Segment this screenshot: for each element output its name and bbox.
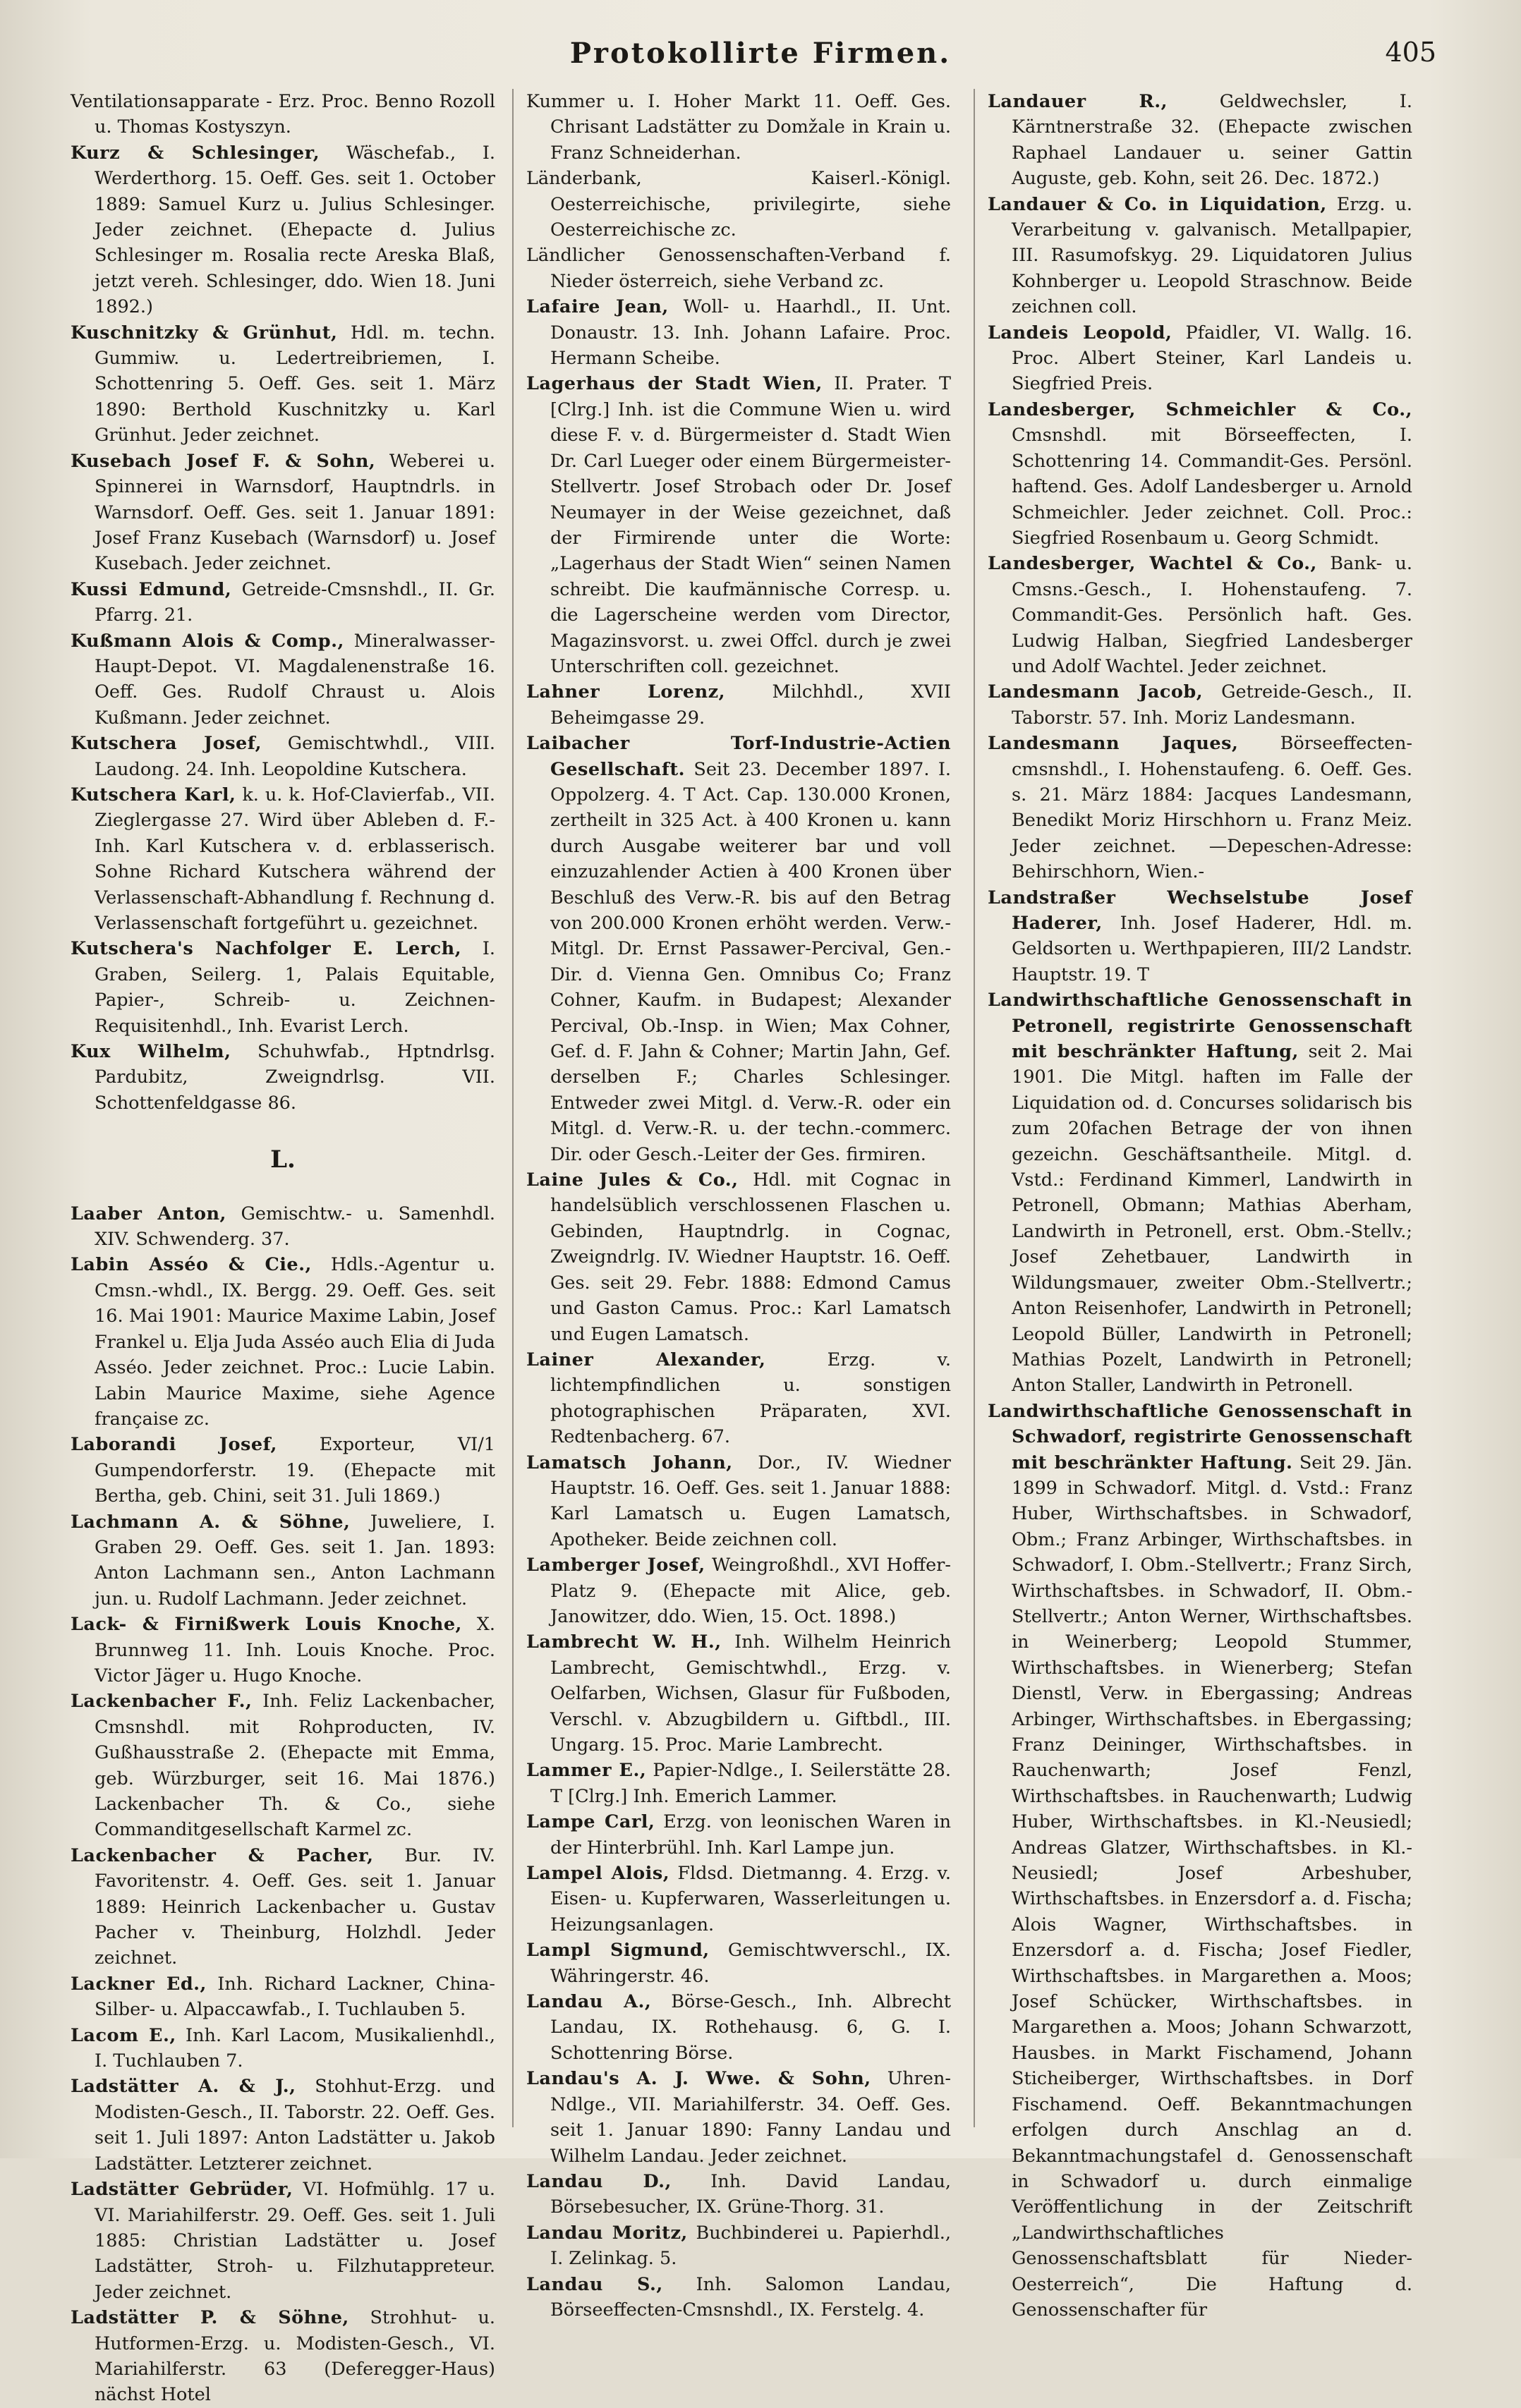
directory-entry [71,449,495,577]
entry-text: Strohhut- u. Hutformen-Erzg. u. Modisten-Gesch., VI. Mariahilferstr. 63 (Deferegger-Haus) nächst Hotel [95,2307,496,2406]
directory-entry [988,679,1413,731]
entry-text: Stohhut-Erzg. und Modisten-Gesch., II. Taborstr. 22. Oeff. Ges. seit 1. Juli 1897: Anton Ladstätter u. Jakob Ladstätter. Letzterer zeichnet. [95,2076,495,2175]
entry-text: Erzg. v. lichtempfindlichen u. sonstigen photographischen Präparaten, XVI. Redtenbacherg. 67. [550,1349,951,1448]
directory-entry [71,1201,496,1253]
entry-text: Cmsnshdl. mit Börseeffecten, I. Schottenring 14. Commandit-Ges. Persönl. haftend. Ges. Adolf Landesberger u. Arnold Schmeichler. Jeder zeichnet. Coll. Proc.: Siegfried Rosenbaum u. Georg Schmidt. [1012,425,1412,549]
entry-text: Seit 23. December 1897. I. Oppolzerg. 4. T Act. Cap. 130.000 Kronen, zertheilt in 325 Act. à 400 Kronen u. kann durch Ausgabe weiterer bar und voll einzuzahlender Actien à 400 Kronen über Beschluß des Verw.-R. bis auf den Betrag von 200.000 Kronen erhöht werden. Verw.-Mitgl. Dr. Ernst Passawer-Percival, Gen.-Dir. d. Vienna Gen. Omnibus Co; Franz Cohner, Kaufm. in Budapest; Alexander Percival, Ob.-Insp. in Wien; Max Cohner, Gef. d. F. Jahn & Cohner; Martin Jahn, Gef. derselben F.; Charles Schlesinger. Entweder zwei Mitgl. d. Verw.-R. oder ein Mitgl. d. Verw.-R. u. der techn.-commerc. Dir. oder Gesch.-Leiter der Ges. firmiren. [550,758,952,1165]
firm-name: Landeis Leopold, [988,322,1172,343]
directory-entry [526,294,951,371]
directory-entry [526,679,951,731]
page-number: 405 [1385,37,1436,68]
column-divider [974,89,975,2127]
entry-text: Milchhdl., XVII Beheimgasse 29. [550,681,951,729]
firm-name: Landesberger, Schmeichler & Co., [988,399,1412,420]
entry-text: Bank- u. Cmsns.-Gesch., I. Hohenstaufeng. 7. Commandit-Ges. Persönlich haft. Ges. Ludwig Halban, Siegfried Landesberger und Adolf Wachtel. Jeder zeichnet. [1012,553,1413,677]
directory-entry [71,628,495,731]
firm-name: Lackner Ed., [71,1973,207,1995]
entry-text: Dor., IV. Wiedner Hauptstr. 16. Oeff. Ges. seit 1. Januar 1888: Karl Lamatsch u. Eugen Lamatsch, Apotheker. Beide zeichnen coll. [550,1452,951,1550]
directory-entry [526,1552,951,1629]
directory-entry [71,2074,495,2177]
directory-entry [71,782,496,936]
entry-text: Papier-Ndlge., I. Seilerstätte 28. T [Clrg.] Inh. Emerich Lammer. [550,1760,951,1807]
firm-name: Kurz & Schlesinger, [71,142,320,164]
entry-text: Hdl. mit Cognac in handelsüblich verschlossenen Flaschen u. Gebinden, Hauptndrlg. in Cognac, Zweigndrlg. IV. Wiedner Hauptstr. 16. Oeff. Ges. seit 29. Febr. 1888: Edmond Camus und Gaston Camus. Proc.: Karl Lamatsch und Eugen Lamatsch. [550,1169,951,1345]
firm-name: Landstraßer Wechselstube Josef Haderer, [988,887,1412,934]
firm-name: Laibacher Torf-Industrie-Actien Gesellschaft. [526,733,951,780]
firm-name: Lackenbacher & Pacher, [71,1844,374,1866]
firm-name: Kußmann Alois & Comp., [71,630,344,652]
firm-name: Landau Moritz, [526,2222,688,2244]
entry-text: Fldsd. Dietmanng. 4. Erzg. v. Eisen- u. Kupferwaren, Wasserleitungen u. Heizungsanlagen. [550,1863,951,1935]
entry-text: Gemischtwverschl., IX. Währingerstr. 46. [550,1940,952,1987]
entry-text: Hdl. m. techn. Gummiw. u. Ledertreibriemen, I. Schottenring 5. Oeff. Ges. seit 1. März 1890: Berthold Kuschnitzky u. Karl Grünhut. Jeder zeichnet. [95,322,495,446]
entry-text: Inh. Salomon Landau, Börseeffecten-Cmsnshdl., IX. Ferstelg. 4. [550,2273,951,2321]
directory-entry [71,1039,496,1116]
entry-text: Börse-Gesch., Inh. Albrecht Landau, IX. Rothehausg. 6, G. I. Schottenring Börse. [550,1991,952,2064]
firm-name: Landesmann Jaques, [988,733,1239,755]
entry-text: Juweliere, I. Graben 29. Oeff. Ges. seit 1. Jan. 1893: Anton Lachmann sen., Anton Lachmann jun. u. Rudolf Lachmann. Jeder zeichnet. [95,1511,496,1610]
firm-name: Landesberger, Wachtel & Co., [988,553,1317,575]
directory-entry [526,1809,952,1861]
entry-text: X. Brunnweg 11. Inh. Louis Knoche. Proc. Victor Jäger u. Hugo Knoche. [95,1614,495,1686]
running-title: Protokollirte Firmen. [569,37,952,70]
entry-text: Geldwechsler, I. Kärntnerstraße 32. (Ehepacte zwischen Raphael Landauer u. seiner Gattin Auguste, geb. Kohn, seit 26. Dec. 1872.) [1012,91,1412,190]
directory-entry [71,320,495,449]
directory-entry [71,1843,496,1971]
directory-entry [988,89,1412,192]
page-header [0,37,1521,79]
firm-name: Lambrecht W. H., [526,1631,722,1653]
column-divider [512,89,514,2127]
firm-name: Lagerhaus der Stadt Wien, [526,373,823,395]
firm-name: Laborandi Josef, [71,1434,277,1456]
firm-name: Kussi Edmund, [71,578,232,600]
directory-entry [71,2177,495,2305]
entry-text: Weberei u. Spinnerei in Warnsdorf, Hauptndrls. in Warnsdorf. Oeff. Ges. seit 1. Januar 1891: Josef Franz Kusebach (Warnsdorf) u. Josef Kusebach. Jeder zeichnet. [95,450,495,575]
entry-text: Inh. Feliz Lackenbacher, Cmsnshdl. mit Rohproducten, IV. Gußhausstraße 2. (Ehepacte mit Emma, geb. Würzburger, seit 16. Mai 1876.) Lackenbacher Th. & Co., siehe Commanditgesellschaft Karmel zc. [95,1691,496,1841]
firm-name: Landau S., [526,2273,663,2295]
entry-text: Ventilationsapparate - Erz. Proc. Benno Rozoll u. Thomas Kostyszyn. [71,91,495,138]
entry-text: Inh. Karl Lacom, Musikalienhdl., I. Tuchlauben 7. [95,2024,495,2072]
entry-text: II. Prater. T [Clrg.] Inh. ist die Commune Wien u. wird diese F. v. d. Bürgermeister d. Stadt Wien Dr. Carl Lueger oder einem Bürgermeister-Stellvertr. Josef Strobach oder Dr. Josef Neumayer in der Weise gezeichnet, daß der Firmirende unter die Worte: „Lagerhaus der Stadt Wien“ seinen Namen schreibt. Die kaufmännische Corresp. u. die Lagerscheine werden vom Director, Magazinsvorst. u. zwei Offcl. durch je zwei Unterschriften coll. gezeichnet. [550,373,952,677]
firm-name: Ladstätter P. & Söhne, [71,2307,349,2329]
firm-name: Kutschera's Nachfolger E. Lerch, [71,938,462,960]
directory-entry [526,2066,951,2169]
firm-name: Ladstätter A. & J., [71,2076,296,2098]
directory-entry [71,1432,496,1509]
section-letter-heading: L. [270,1145,296,1174]
directory-entry [526,243,951,294]
entry-text: seit 2. Mai 1901. Die Mitgl. haften im Falle der Liquidation od. d. Concurses solidarisch bis zum 20fachen Betrage der von ihnen gezeichn. Geschäftsantheile. Mitgl. d. Vstd.: Ferdinand Kimmerl, Landwirth in Petronell, Obmann; Mathias Aberham, Landwirth in Petronell, erst. Obm.-Stellv.; Josef Zehetbauer, Landwirth in Wildungsmauer, zweiter Obm.-Stellvertr.; Anton Reisenhofer, Landwirth in Petronell; Leopold Büller, Landwirth in Petronell; Mathias Pozelt, Landwirth in Petronell; Anton Staller, Landwirth in Petronell. [1012,1041,1413,1397]
directory-entry [526,1167,951,1347]
entry-text: Hdls.-Agentur u. Cmsn.-whdl., IX. Bergg. 29. Oeff. Ges. seit 16. Mai 1901: Maurice Maxime Labin, Josef Frankel u. Elja Juda Asséo auch Elia di Juda Asséo. Jeder zeichnet. Proc.: Lucie Labin. Labin Maurice Maxime, siehe Agence française zc. [95,1254,495,1430]
firm-name: Kuschnitzky & Grünhut, [71,322,338,343]
directory-entry [526,1989,952,2066]
entry-text: Pfaidler, VI. Wallg. 16. Proc. Albert Steiner, Karl Landeis u. Siegfried Preis. [1012,322,1412,395]
directory-entry [526,1450,951,1553]
entry-text: Kummer u. I. Hoher Markt 11. Oeff. Ges. Chrisant Ladstätter zu Domžale in Krain u. Franz Schneiderhan. [526,91,951,164]
firm-name: Kutschera Josef, [71,733,262,755]
firm-name: Lampe Carl, [526,1811,655,1833]
entry-text: k. u. k. Hof-Clavierfab., VII. Zieglergasse 27. Wird über Ableben d. F.-Inh. Karl Kutschera v. d. erblasserisch. Sohne Richard Kutschera während der Verlassenschaft-Abhandlung f. Rechnung d. Verlassenschaft fortgeführt u. gezeichnet. [95,784,496,934]
entry-text: Inh. Wilhelm Heinrich Lambrecht, Gemischtwhdl., Erzg. v. Oelfarben, Wichsen, Glasur für Fußboden, Verschl. v. Abzugbildern u. Giftbdl., III. Ungarg. 15. Proc. Marie Lambrecht. [550,1631,951,1756]
directory-entry [526,1938,952,1989]
firm-name: Landesmann Jacob, [988,681,1204,703]
firm-name: Landauer & Co. in Liquidation, [988,193,1327,215]
directory-entry [988,192,1412,320]
firm-name: Landauer R., [988,91,1168,112]
directory-entry [988,397,1412,551]
entry-text: Erzg. von leonischen Waren in der Hinterbrühl. Inh. Karl Lampe jun. [550,1811,952,1859]
directory-entry [526,166,951,243]
entry-text: Länderbank, Kaiserl.-Königl. Oesterreichische, privilegirte, siehe Oesterreichische zc. [526,168,951,241]
directory-entry [71,1509,496,1612]
entry-text: VI. Hofmühlg. 17 u. VI. Mariahilferstr. 29. Oeff. Ges. seit 1. Juli 1885: Christian Ladstätter u. Josef Ladstätter, Stroh- u. Filzhutappreteur. Jeder zeichnet. [95,2179,495,2303]
entry-text: Inh. David Landau, Börsebesucher, IX. Grüne-Thorg. 31. [550,2170,952,2218]
directory-entry [71,731,495,782]
directory-entry [526,1629,951,1758]
firm-name: Landwirthschaftliche Genossenschaft in Schwadorf, registrirte Genossenschaft mit beschränkter Haftung. [988,1400,1412,1473]
directory-entry [988,987,1413,1399]
directory-entry [71,1971,496,2023]
entry-text: Gemischtwhdl., VIII. Laudong. 24. Inh. Leopoldine Kutschera. [95,733,495,780]
firm-name: Lammer E., [526,1760,647,1782]
firm-name: Lainer Alexander, [526,1349,766,1370]
firm-name: Lampl Sigmund, [526,1940,710,1962]
firm-name: Lafaire Jean, [526,296,669,318]
directory-entry [71,936,495,1039]
directory-entry [71,2305,496,2408]
firm-name: Laine Jules & Co., [526,1169,739,1191]
directory-entry [526,2272,951,2323]
directory-entry [71,89,495,140]
entry-text: Wäschefab., I. Werderthorg. 15. Oeff. Ges. seit 1. October 1889: Samuel Kurz u. Julius Schlesinger. Jeder zeichnet. (Ehepacte d. Julius Schlesinger m. Rosalia recte Areska Blaß, jetzt vereh. Schlesinger, ddo. Wien 18. Juni 1892.) [95,142,496,318]
directory-entry [988,551,1413,679]
firm-name: Lacom E., [71,2024,176,2046]
entry-text: Seit 29. Jän. 1899 in Schwadorf. Mitgl. d. Vstd.: Franz Huber, Wirthschaftsbes. in Schwadorf, Obm.; Franz Arbinger, Wirthschaftsbes. in Schwadorf, I. Obm.-Stellvertr.; Franz Sirch, Wirthschaftsbes. in Schwadorf, II. Obm.-Stellvertr.; Anton Werner, Wirthschaftsbes. in Weinerberg; Leopold Stummer, Wirthschaftsbes. in Wienerberg; Stefan Dienstl, Verw. in Ebergassing; Andreas Arbinger, Wirthschaftsbes. in Ebergassing; Franz Deininger, Wirthschaftsbes. in Rauchenwarth; Josef Fenzl, Wirthschaftsbes. in Rauchenwarth; Ludwig Huber, Wirthschaftsbes. in Kl.-Neusiedl; Andreas Glatzer, Wirthschaftsbes. in Kl.-Neusiedl; Josef Arbeshuber, Wirthschaftsbes. in Enzersdorf a. d. Fischa; Alois Wagner, Wirthschaftsbes. in Enzersdorf a. d. Fischa; Josef Fiedler, Wirthschaftsbes. in Margarethen a. Moos; Josef Schücker, Wirthschaftsbes. in Margarethen a. Moos; Johann Schwarzott, Hausbes. in Markt Fischamend, Johann Sticheiberger, Wirthschaftsbes. in Dorf Fischamend. Oeff. Bekanntmachungen erfolgen durch Anschlag an d. Bekanntmachungstafel d. Genossenschaft in Schwadorf u. durch einmalige Veröffentlichung in der Zeitschrift „Landwirthschaftliches Genossenschaftsblatt für Nieder-Oesterreich“, Die Haftung d. Genossenschafter für [1012,1452,1413,2321]
column-2 [526,89,952,2321]
entry-text: Getreide-Cmsnshdl., II. Gr. Pfarrg. 21. [95,578,496,626]
entry-text: Inh. Richard Lackner, China-Silber- u. Alpaccawfab., I. Tuchlauben 5. [95,1973,496,2021]
directory-entry [526,2169,952,2220]
directory-entry [71,1252,495,1432]
entry-text: Weingroßhdl., XVI Hoffer-Platz 9. (Ehepacte mit Alice, geb. Janowitzer, ddo. Wien, 15. Oct. 1898.) [550,1555,951,1627]
directory-entry [526,89,951,166]
entry-text: I. Graben, Seilerg. 1, Palais Equitable, Papier-, Schreib- u. Zeichnen-Requisitenhdl., Inh. Evarist Lerch. [95,938,495,1037]
entry-text: Exporteur, VI/1 Gumpendorferstr. 19. (Ehepacte mit Bertha, geb. Chini, seit 31. Juli 1869.) [95,1434,496,1507]
entry-text: Gemischtw.- u. Samenhdl. XIV. Schwenderg. 37. [95,1203,496,1251]
firm-name: Labin Asséo & Cie., [71,1254,312,1276]
firm-name: Kutschera Karl, [71,784,236,805]
firm-name: Landau's A. J. Wwe. & Sohn, [526,2068,871,2090]
entry-text: Ländlicher Genossenschaften-Verband f. Nieder österreich, siehe Verband zc. [526,245,951,292]
firm-name: Laaber Anton, [71,1203,226,1224]
firm-name: Lahner Lorenz, [526,681,725,703]
directory-entry [71,140,496,320]
directory-entry [988,885,1412,988]
directory-entry [526,371,952,679]
entry-text: Buchbinderei u. Papierhdl., I. Zelinkag. 5. [550,2222,952,2270]
firm-name: Lack- & Firnißwerk Louis Knoche, [71,1614,462,1636]
directory-entry [71,1689,496,1842]
directory-entry [988,320,1412,397]
firm-name: Landwirthschaftliche Genossenschaft in Petronell, registrirte Genossenschaft mit beschränkter Haftung, [988,990,1412,1063]
firm-name: Kusebach Josef F. & Sohn, [71,450,376,472]
firm-name: Landau D., [526,2170,672,2192]
firm-name: Lackenbacher F., [71,1691,253,1713]
firm-name: Ladstätter Gebrüder, [71,2179,293,2201]
directory-entry [988,1399,1413,2323]
directory-entry [526,1758,951,1809]
firm-name: Kux Wilhelm, [71,1041,231,1063]
firm-name: Lampel Alois, [526,1863,670,1885]
directory-entry [71,1612,495,1689]
entry-text: Inh. Josef Haderer, Hdl. m. Geldsorten u. Werthpapieren, III/2 Landstr. Hauptstr. 19. T [1012,913,1412,985]
entry-text: Getreide-Gesch., II. Taborstr. 57. Inh. Moriz Landesmann. [1012,681,1413,729]
directory-entry [988,731,1412,884]
firm-name: Lamberger Josef, [526,1555,705,1576]
entry-text: Erzg. u. Verarbeitung v. galvanisch. Metallpapier, III. Rasumofskyg. 29. Liquidatoren Julius Kohnberger u. Leopold Straschnow. Beide zeichnen coll. [1012,193,1412,318]
directory-entry [526,1347,951,1450]
firm-name: Landau A., [526,1991,652,2013]
entry-text: Woll- u. Haarhdl., II. Unt. Donaustr. 13. Inh. Johann Lafaire. Proc. Hermann Scheibe. [550,296,951,370]
column-3 [988,89,1413,2321]
directory-entry [71,2023,495,2074]
directory-entry [526,731,952,1167]
entry-text: Börseeffecten-cmsnshdl., I. Hohenstaufeng. 6. Oeff. Ges. s. 21. März 1884: Jacques Landesmann, Benedikt Moriz Hirschhorn u. Franz Meiz. Jeder zeichnet. —Depeschen-Adresse: Behirschhorn, Wien.- [1012,733,1412,883]
column-1 [71,89,496,2406]
firm-name: Lachmann A. & Söhne, [71,1511,351,1533]
entry-text: Bur. IV. Favoritenstr. 4. Oeff. Ges. seit 1. Januar 1889: Heinrich Lackenbacher u. Gustav Pacher v. Theinburg, Holzhdl. Jeder zeichnet. [95,1844,496,1969]
directory-entry [526,2220,952,2272]
directory-entry [526,1861,951,1938]
entry-text: Schuhwfab., Hptndrlsg. Pardubitz, Zweigndrlsg. VII. Schottenfeldgasse 86. [95,1041,496,1114]
entry-text: Mineralwasser-Haupt-Depot. VI. Magdalenenstraße 16. Oeff. Ges. Rudolf Chraust u. Alois Kußmann. Jeder zeichnet. [95,630,495,729]
firm-name: Lamatsch Johann, [526,1452,733,1473]
directory-entry [71,577,496,628]
entry-text: Uhren-Ndlge., VII. Mariahilferstr. 34. Oeff. Ges. seit 1. Januar 1890: Fanny Landau und Wilhelm Landau. Jeder zeichnet. [550,2068,951,2167]
